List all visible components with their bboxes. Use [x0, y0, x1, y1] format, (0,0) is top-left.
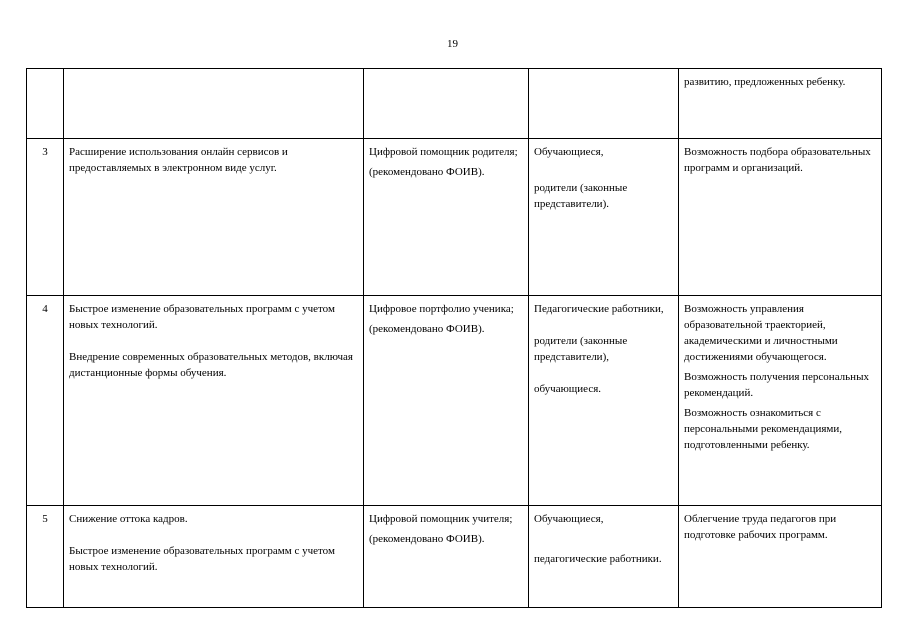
effect-cell: [679, 69, 882, 139]
service-name: Цифровое портфолио ученика;: [369, 303, 514, 315]
users-text: родители (законные представители).: [534, 182, 628, 210]
effect-cell: [679, 296, 882, 506]
users-cell: [529, 139, 679, 296]
row-number-cell: 3: [27, 139, 64, 296]
users-text: обучающиеся.: [534, 383, 602, 395]
task-cell: [64, 139, 364, 296]
users-text: Обучающиеся,: [534, 513, 604, 525]
effect-cell: [679, 506, 882, 608]
task-text: Расширение использования онлайн сервисов и предоставляемых в электронном виде услуг.: [69, 146, 288, 174]
service-note: (рекомендовано ФОИВ).: [369, 166, 485, 178]
page-number: 19: [447, 38, 458, 50]
users-cell: [529, 506, 679, 608]
users-text: Обучающиеся,: [534, 146, 604, 158]
service-cell: [364, 139, 529, 296]
row-number-cell: [27, 69, 64, 139]
task-cell: [64, 506, 364, 608]
effect-text: Облегчение труда педагогов при подготовке рабочих программ.: [684, 513, 837, 541]
task-text: Снижение оттока кадров.: [69, 513, 188, 525]
service-note: (рекомендовано ФОИВ).: [369, 533, 485, 545]
service-name: Цифровой помощник учителя;: [369, 513, 513, 525]
table-row: [27, 69, 882, 139]
task-text: Быстрое изменение образовательных программ с учетом новых технологий.: [69, 303, 335, 331]
task-cell: [64, 69, 364, 139]
effect-cell: [679, 139, 882, 296]
effect-text: Возможность управления образовательной траекторией, академическими и личностными достижениями обучающегося.: [684, 303, 838, 363]
effect-text: развитию, предложенных ребенку.: [684, 76, 846, 88]
users-text: родители (законные представители),: [534, 335, 628, 363]
service-name: Цифровой помощник родителя;: [369, 146, 518, 158]
effect-text: Возможность подбора образовательных программ и организаций.: [684, 146, 871, 174]
effect-text: Возможность ознакомиться с персональными рекомендациями, подготовленными ребенку.: [684, 407, 842, 451]
service-note: (рекомендовано ФОИВ).: [369, 323, 485, 335]
task-text: Внедрение современных образовательных методов, включая дистанционные формы обучения.: [69, 351, 353, 379]
task-cell: [64, 296, 364, 506]
table-row: [27, 139, 882, 296]
services-table: [26, 68, 882, 608]
task-text: Быстрое изменение образовательных программ с учетом новых технологий.: [69, 545, 335, 573]
users-text: педагогические работники.: [534, 553, 662, 565]
service-cell: [364, 296, 529, 506]
service-cell: [364, 506, 529, 608]
table-row: [27, 296, 882, 506]
effect-text: Возможность получения персональных рекомендаций.: [684, 371, 869, 399]
row-number-cell: 4: [27, 296, 64, 506]
users-text: Педагогические работники,: [534, 303, 664, 315]
table-row: [27, 506, 882, 608]
row-number-cell: 5: [27, 506, 64, 608]
users-cell: [529, 296, 679, 506]
service-cell: [364, 69, 529, 139]
users-cell: [529, 69, 679, 139]
